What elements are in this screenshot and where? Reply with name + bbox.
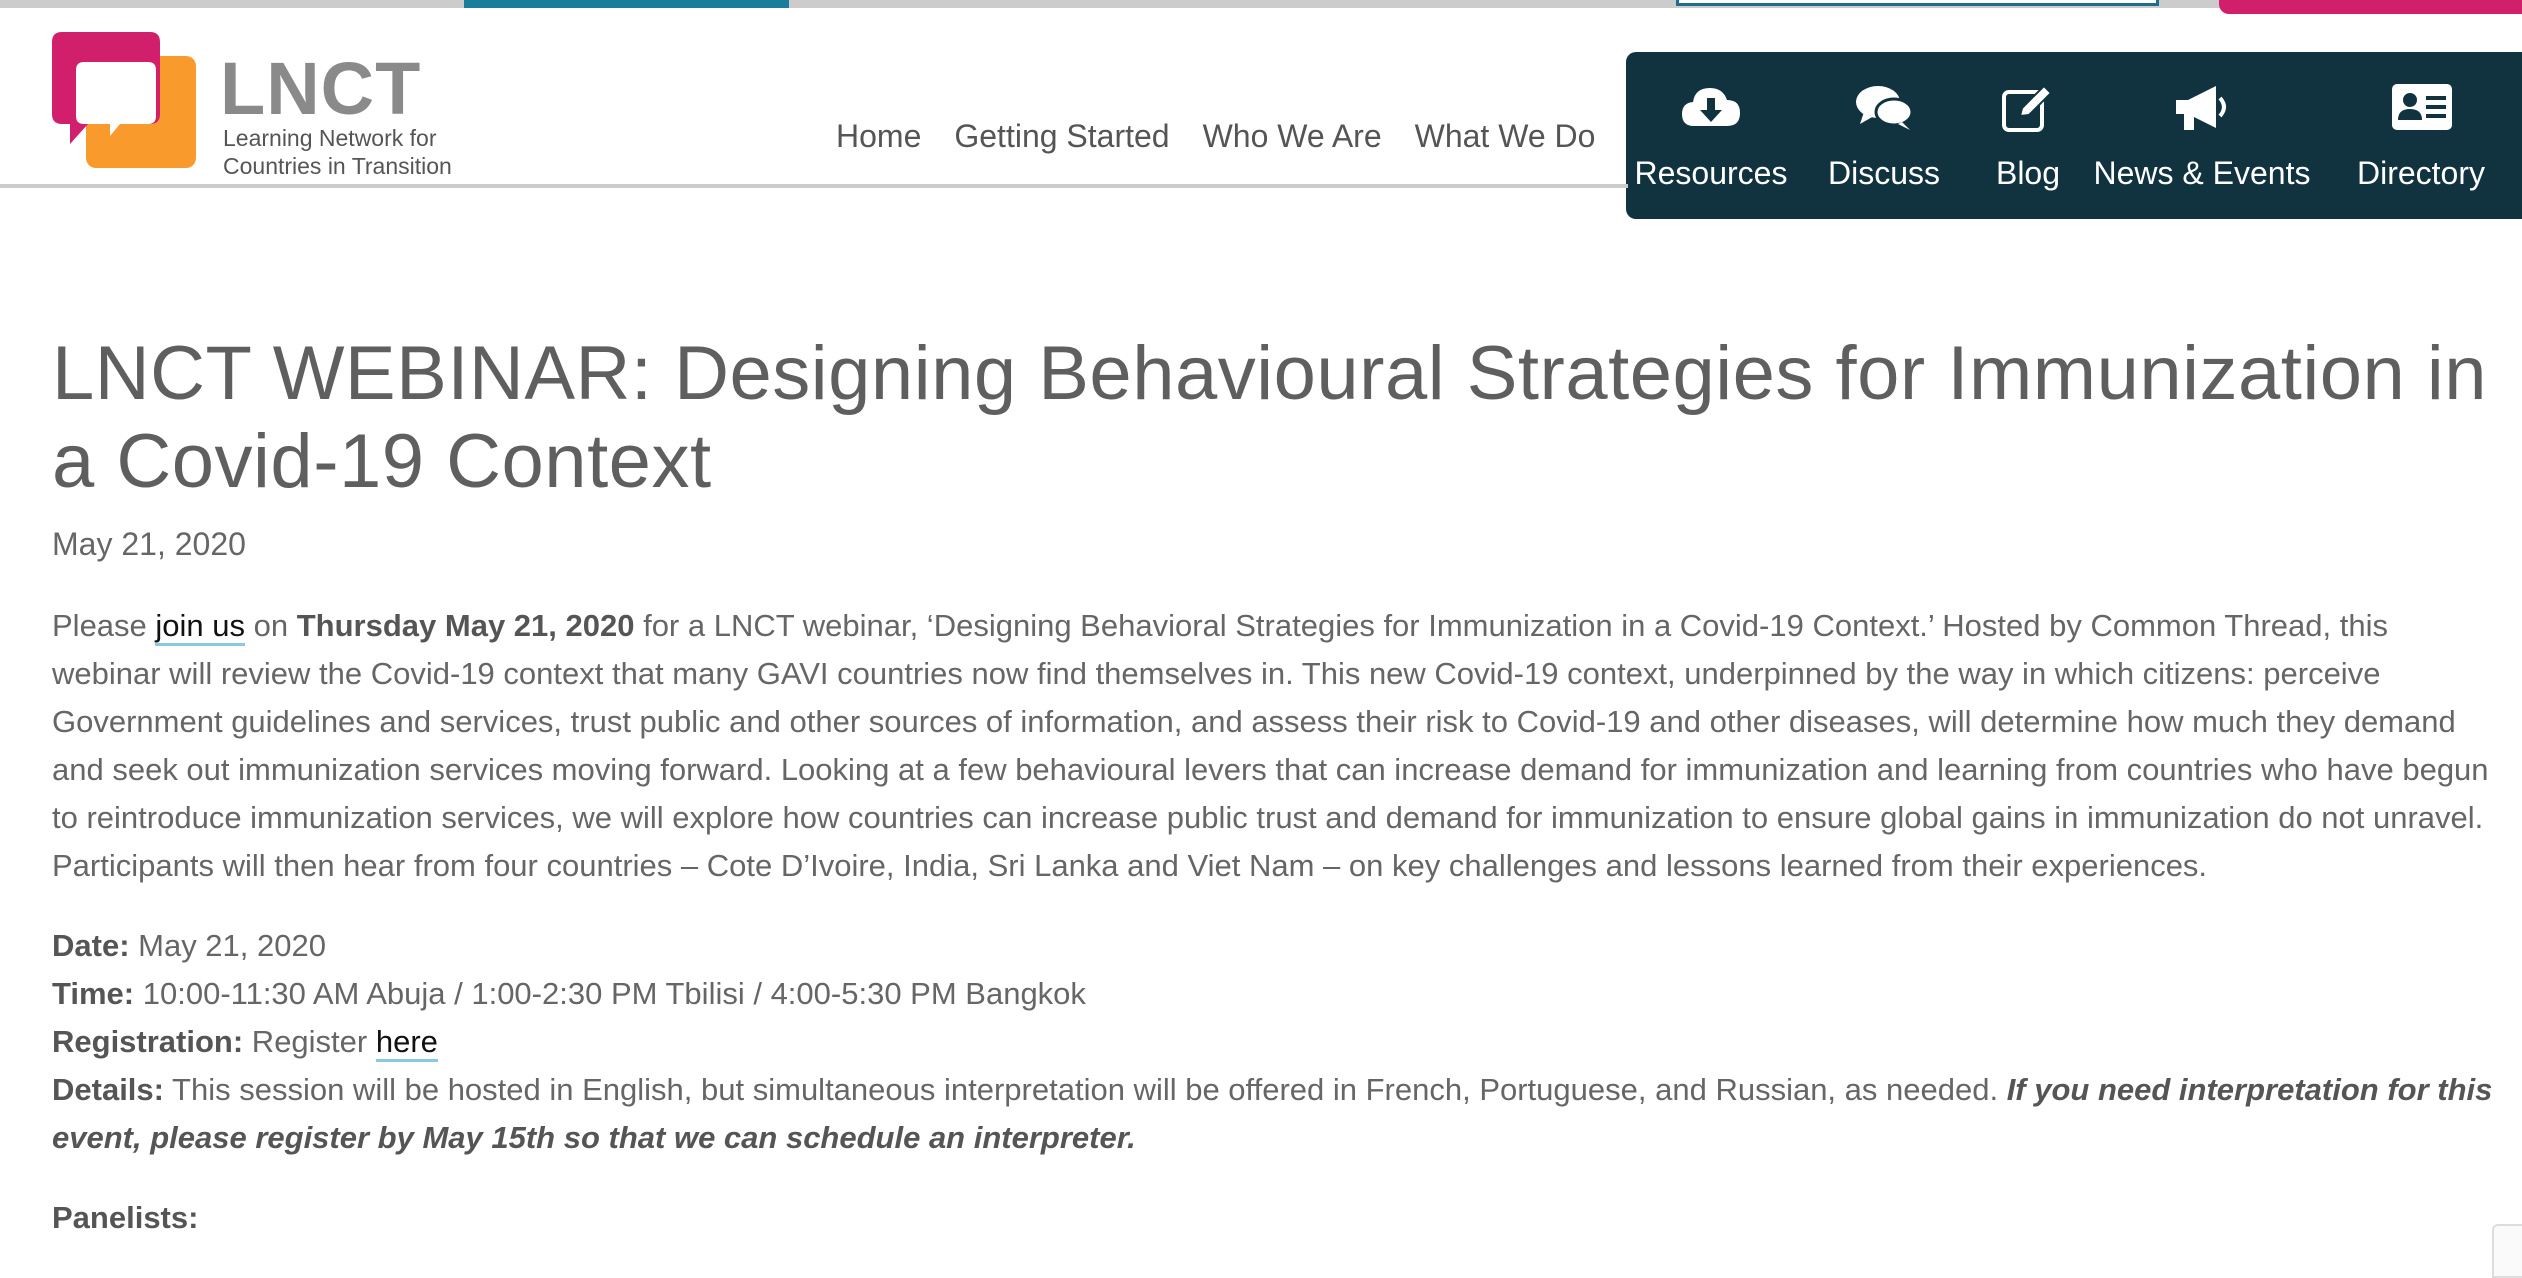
intro-bold-date: Thursday May 21, 2020 <box>296 608 635 643</box>
chat-bubbles-icon <box>1854 82 1914 132</box>
detail-details-value: This session will be hosted in English, but simultaneous interpretation will be offered in French, Portuguese, and Russian, as needed. <box>163 1072 2007 1107</box>
logo-tagline-line2: Countries in Transition <box>223 153 452 179</box>
tool-news-events[interactable] <box>2084 52 2320 219</box>
logo-mark-icon <box>52 32 202 182</box>
detail-time-label: Time: <box>52 976 135 1011</box>
detail-date-value: May 21, 2020 <box>129 928 326 963</box>
tool-discuss-label: Discuss <box>1827 155 1940 191</box>
contact-card-icon <box>2390 82 2454 132</box>
panelists-heading: Panelists: <box>52 1200 199 1235</box>
nav-what-we-do[interactable]: What We Do <box>1414 118 1596 154</box>
join-us-link[interactable]: join us <box>155 608 245 646</box>
logo-wordmark: LNCT <box>220 47 422 130</box>
detail-registration-row <box>52 1018 2502 1066</box>
register-here-link[interactable]: here <box>376 1024 438 1062</box>
logo-tagline <box>223 124 465 180</box>
intro-text-3: for a LNCT webinar, ‘Designing Behavioral Strategies for Immunization in a Covid-19 Context.’ Hosted by Common Thread, this webinar will review the Covid-19 context that many GAVI countries now find themselves in. This new Covid-19 context, underpinned by the way in which citizens: perceive Government guidelines and services, trust public and other sources of information, and assess their risk to Covid-19 and other diseases, will determine how much they demand and seek out immunization services moving forward. Looking at a few behavioural levers that can increase demand for immunization and learning from countries who have begun to reintroduce immunization services, we will explore how countries can increase public trust and demand for immunization to ensure global gains in immunization do not unravel. Participants will then hear from four countries – Cote D’Ivoire, India, Sri Lanka and Viet Nam – on key challenges and lessons learned from their experiences. <box>52 608 2489 883</box>
tool-news-events-label: News & Events <box>2093 155 2311 191</box>
megaphone-icon <box>2172 82 2232 134</box>
intro-text-2: on <box>245 608 297 643</box>
article-intro <box>52 602 2502 890</box>
detail-details-label: Details: <box>52 1072 164 1107</box>
event-details <box>52 922 2502 1162</box>
site-logo[interactable] <box>52 32 472 182</box>
detail-time-value: 10:00-11:30 AM Abuja / 1:00-2:30 PM Tbilisi / 4:00-5:30 PM Bangkok <box>134 976 1086 1011</box>
article-date: May 21, 2020 <box>52 526 246 562</box>
detail-details-row <box>52 1066 2502 1162</box>
logo-tagline-line1: Learning Network for <box>223 125 437 151</box>
page-title: LNCT WEBINAR: Designing Behavioural Strategies for Immunization in a Covid-19 Context <box>52 331 2488 504</box>
detail-registration-label: Registration: <box>52 1024 244 1059</box>
nav-getting-started[interactable]: Getting Started <box>954 118 1170 154</box>
article <box>52 330 2502 1235</box>
top-strip-active-indicator <box>464 0 789 8</box>
intro-text-1: Please <box>52 608 156 643</box>
detail-time-row <box>52 970 2502 1018</box>
detail-registration-text: Register <box>243 1024 376 1059</box>
tool-blog-label: Blog <box>1995 155 2061 191</box>
detail-date-label: Date: <box>52 928 130 963</box>
cloud-download-icon <box>1680 82 1742 132</box>
nav-home[interactable]: Home <box>836 118 922 154</box>
site-header <box>0 8 2522 191</box>
tool-directory-label: Directory <box>2356 155 2485 191</box>
tools-toolbar <box>1626 52 2522 219</box>
tool-blog[interactable] <box>1972 52 2084 219</box>
detail-interpretation-note: If you need interpretation for this event, please register by May 15th so that we can schedule an interpreter. <box>52 1072 2493 1155</box>
corner-widget-tab[interactable] <box>2492 1224 2522 1278</box>
detail-date-row <box>52 922 2502 970</box>
tool-resources[interactable] <box>1626 52 1796 219</box>
edit-note-icon <box>2000 82 2056 134</box>
header-divider <box>0 184 1628 188</box>
main-nav <box>836 118 1595 155</box>
tool-resources-label: Resources <box>1634 155 1788 191</box>
tool-discuss[interactable] <box>1796 52 1972 219</box>
nav-who-we-are[interactable]: Who We Are <box>1202 118 1382 154</box>
tool-directory[interactable] <box>2320 52 2522 219</box>
top-search-box[interactable] <box>1676 0 2159 6</box>
